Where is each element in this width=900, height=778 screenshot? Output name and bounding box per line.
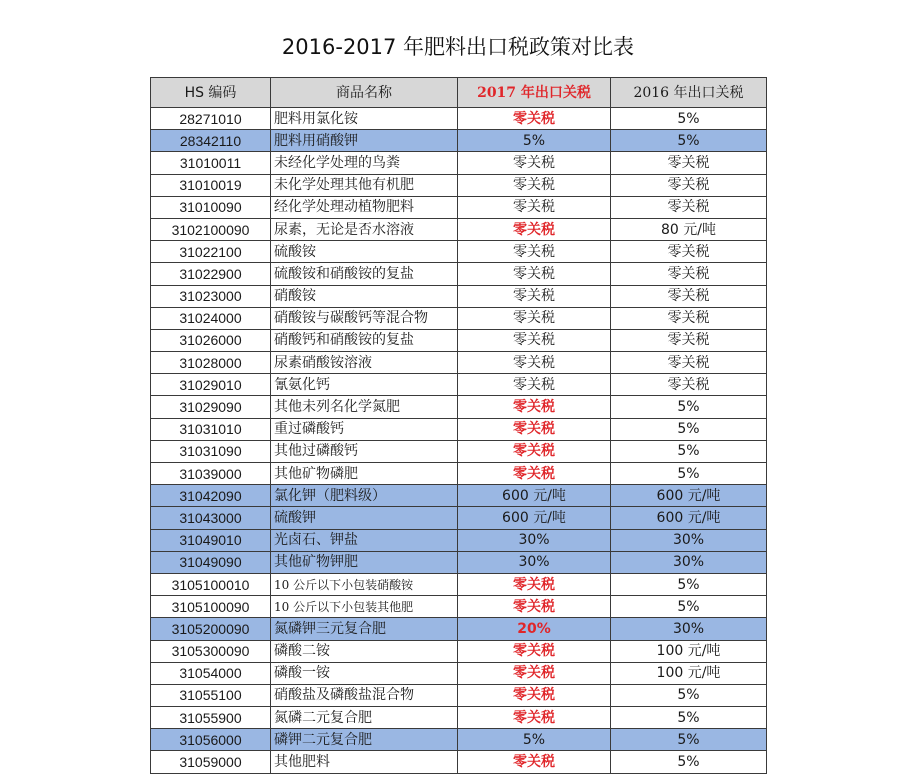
hs-code-cell: 31031090 [151, 440, 271, 462]
table-header-row [151, 78, 767, 108]
product-name-cell: 氮磷钾三元复合肥 [271, 618, 458, 640]
table-body [151, 108, 767, 774]
hs-code-cell: 31055100 [151, 684, 271, 706]
tariff-2016-cell: 5% [611, 463, 767, 485]
tariff-2017-cell: 零关税 [458, 684, 611, 706]
product-name-cell: 未化学处理其他有机肥 [271, 174, 458, 196]
product-name-cell: 其他未列名化学氮肥 [271, 396, 458, 418]
tariff-2017-cell: 600 元/吨 [458, 485, 611, 507]
tariff-2016-cell: 零关税 [611, 352, 767, 374]
tariff-2016-cell: 100 元/吨 [611, 640, 767, 662]
hs-code-cell: 31056000 [151, 729, 271, 751]
table-row [151, 529, 767, 551]
hs-code-cell: 31031010 [151, 418, 271, 440]
hs-code-cell: 31010090 [151, 196, 271, 218]
column-header-2017-tariff: 2017 年出口关税 [458, 78, 611, 108]
tariff-2017-cell: 零关税 [458, 152, 611, 174]
tariff-2017-cell: 零关税 [458, 263, 611, 285]
table-row [151, 396, 767, 418]
tariff-2017-cell: 零关税 [458, 440, 611, 462]
hs-code-cell: 31029010 [151, 374, 271, 396]
hs-code-cell: 31022100 [151, 241, 271, 263]
hs-code-cell: 31055900 [151, 707, 271, 729]
hs-code-cell: 31054000 [151, 662, 271, 684]
tariff-2016-cell: 600 元/吨 [611, 507, 767, 529]
tariff-2016-cell: 5% [611, 440, 767, 462]
tariff-2017-cell: 零关税 [458, 374, 611, 396]
tariff-2017-cell: 零关税 [458, 108, 611, 130]
product-name-cell: 硝酸钙和硝酸铵的复盐 [271, 329, 458, 351]
hs-code-cell: 31024000 [151, 307, 271, 329]
tariff-2016-cell: 5% [611, 596, 767, 618]
product-name-cell: 尿素硝酸铵溶液 [271, 352, 458, 374]
tariff-2017-cell: 零关税 [458, 352, 611, 374]
hs-code-cell: 31049010 [151, 529, 271, 551]
hs-code-cell: 3105100010 [151, 573, 271, 595]
tariff-2016-cell: 零关税 [611, 174, 767, 196]
table-row [151, 507, 767, 529]
table-row [151, 130, 767, 152]
table-row [151, 152, 767, 174]
tariff-2017-cell: 零关税 [458, 396, 611, 418]
tariff-2017-cell: 30% [458, 529, 611, 551]
product-name-cell: 尿素，无论是否水溶液 [271, 218, 458, 240]
table-row [151, 329, 767, 351]
product-name-cell: 10 公斤以下小包装硝酸铵 [271, 573, 458, 595]
table-row [151, 618, 767, 640]
tariff-2017-cell: 零关税 [458, 174, 611, 196]
hs-code-cell: 3105100090 [151, 596, 271, 618]
table-row [151, 418, 767, 440]
tariff-2017-cell: 零关税 [458, 307, 611, 329]
tariff-2017-cell: 600 元/吨 [458, 507, 611, 529]
tariff-2016-cell: 5% [611, 130, 767, 152]
tariff-2017-cell: 零关税 [458, 418, 611, 440]
table-row [151, 640, 767, 662]
product-name-cell: 氰氨化钙 [271, 374, 458, 396]
tariff-2017-cell: 零关税 [458, 573, 611, 595]
product-name-cell: 磷酸二铵 [271, 640, 458, 662]
product-name-cell: 硝酸铵与碳酸钙等混合物 [271, 307, 458, 329]
tariff-2016-cell: 600 元/吨 [611, 485, 767, 507]
hs-code-cell: 3105300090 [151, 640, 271, 662]
product-name-cell: 经化学处理动植物肥料 [271, 196, 458, 218]
hs-code-cell: 28271010 [151, 108, 271, 130]
product-name-cell: 未经化学处理的鸟粪 [271, 152, 458, 174]
tariff-2017-cell: 零关税 [458, 241, 611, 263]
tariff-2016-cell: 零关税 [611, 263, 767, 285]
hs-code-cell: 3105200090 [151, 618, 271, 640]
tariff-2016-cell: 零关税 [611, 285, 767, 307]
tariff-2016-cell: 5% [611, 751, 767, 773]
table-row [151, 729, 767, 751]
column-header-hs-code: HS 编码 [151, 78, 271, 108]
table-row [151, 174, 767, 196]
product-name-cell: 磷钾二元复合肥 [271, 729, 458, 751]
table-row [151, 662, 767, 684]
table-row [151, 463, 767, 485]
document-title: 2016-2017 年肥料出口税政策对比表 [281, 35, 635, 59]
tariff-2017-cell: 零关税 [458, 329, 611, 351]
table-row [151, 307, 767, 329]
product-name-cell: 氯化钾（肥料级） [271, 485, 458, 507]
tariff-2016-cell: 100 元/吨 [611, 662, 767, 684]
hs-code-cell: 31010019 [151, 174, 271, 196]
product-name-cell: 光卤石、钾盐 [271, 529, 458, 551]
table-row [151, 196, 767, 218]
tariff-2017-cell: 零关税 [458, 285, 611, 307]
tariff-2017-cell: 零关税 [458, 196, 611, 218]
tariff-2017-cell: 零关税 [458, 707, 611, 729]
table-row [151, 108, 767, 130]
tariff-2016-cell: 30% [611, 529, 767, 551]
table-row [151, 551, 767, 573]
tariff-2017-cell: 5% [458, 130, 611, 152]
hs-code-cell: 31039000 [151, 463, 271, 485]
product-name-cell: 硫酸铵 [271, 241, 458, 263]
tariff-2016-cell: 零关税 [611, 374, 767, 396]
product-name-cell: 10 公斤以下小包装其他肥 [271, 596, 458, 618]
tariff-2017-cell: 零关税 [458, 463, 611, 485]
column-header-2016-tariff: 2016 年出口关税 [611, 78, 767, 108]
product-name-cell: 硝酸盐及磷酸盐混合物 [271, 684, 458, 706]
product-name-cell: 硝酸铵 [271, 285, 458, 307]
tariff-2017-cell: 20% [458, 618, 611, 640]
hs-code-cell: 31043000 [151, 507, 271, 529]
table-row [151, 374, 767, 396]
table-row [151, 596, 767, 618]
product-name-cell: 其他矿物钾肥 [271, 551, 458, 573]
tariff-2016-cell: 零关税 [611, 152, 767, 174]
hs-code-cell: 31029090 [151, 396, 271, 418]
table-row [151, 485, 767, 507]
hs-code-cell: 31028000 [151, 352, 271, 374]
tariff-2017-cell: 零关税 [458, 662, 611, 684]
hs-code-cell: 3102100090 [151, 218, 271, 240]
hs-code-cell: 31026000 [151, 329, 271, 351]
table-row [151, 707, 767, 729]
tariff-2016-cell: 零关税 [611, 329, 767, 351]
tariff-comparison-table [150, 77, 767, 774]
product-name-cell: 硫酸铵和硝酸铵的复盐 [271, 263, 458, 285]
hs-code-cell: 31059000 [151, 751, 271, 773]
table-row [151, 218, 767, 240]
table-row [151, 241, 767, 263]
hs-code-cell: 31023000 [151, 285, 271, 307]
product-name-cell: 其他肥料 [271, 751, 458, 773]
hs-code-cell: 28342110 [151, 130, 271, 152]
tariff-2016-cell: 零关税 [611, 241, 767, 263]
hs-code-cell: 31010011 [151, 152, 271, 174]
tariff-2016-cell: 5% [611, 108, 767, 130]
product-name-cell: 肥料用氯化铵 [271, 108, 458, 130]
tariff-2017-cell: 30% [458, 551, 611, 573]
tariff-2016-cell: 30% [611, 551, 767, 573]
table-row [151, 440, 767, 462]
tariff-2016-cell: 80 元/吨 [611, 218, 767, 240]
tariff-2017-cell: 零关税 [458, 751, 611, 773]
product-name-cell: 磷酸一铵 [271, 662, 458, 684]
tariff-2017-cell: 零关税 [458, 596, 611, 618]
product-name-cell: 硫酸钾 [271, 507, 458, 529]
table-row [151, 352, 767, 374]
product-name-cell: 氮磷二元复合肥 [271, 707, 458, 729]
tariff-2016-cell: 30% [611, 618, 767, 640]
table-row [151, 285, 767, 307]
hs-code-cell: 31022900 [151, 263, 271, 285]
table-row [151, 751, 767, 773]
tariff-2016-cell: 5% [611, 729, 767, 751]
table-row [151, 263, 767, 285]
product-name-cell: 其他过磷酸钙 [271, 440, 458, 462]
product-name-cell: 重过磷酸钙 [271, 418, 458, 440]
tariff-2017-cell: 5% [458, 729, 611, 751]
product-name-cell: 其他矿物磷肥 [271, 463, 458, 485]
tariff-2016-cell: 5% [611, 707, 767, 729]
tariff-2016-cell: 5% [611, 418, 767, 440]
tariff-2016-cell: 零关税 [611, 196, 767, 218]
tariff-2016-cell: 零关税 [611, 307, 767, 329]
tariff-2016-cell: 5% [611, 396, 767, 418]
hs-code-cell: 31042090 [151, 485, 271, 507]
table-row [151, 684, 767, 706]
tariff-2017-cell: 零关税 [458, 640, 611, 662]
product-name-cell: 肥料用硝酸钾 [271, 130, 458, 152]
column-header-product-name: 商品名称 [271, 78, 458, 108]
hs-code-cell: 31049090 [151, 551, 271, 573]
tariff-2016-cell: 5% [611, 684, 767, 706]
tariff-2016-cell: 5% [611, 573, 767, 595]
tariff-2017-cell: 零关税 [458, 218, 611, 240]
table-row [151, 573, 767, 595]
